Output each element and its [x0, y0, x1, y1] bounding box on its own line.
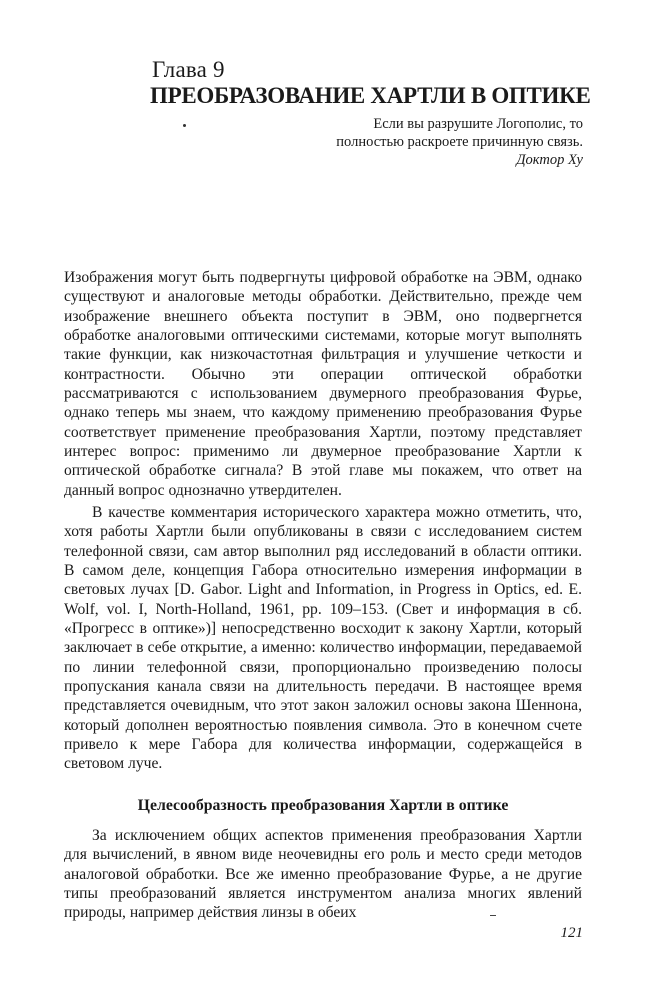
print-mark — [490, 915, 496, 916]
section-heading: Целесообразность преобразования Хартли в оптике — [137, 797, 509, 814]
chapter-title: ПРЕОБРАЗОВАНИЕ ХАРТЛИ В ОПТИКЕ — [150, 83, 591, 108]
epigraph — [313, 115, 583, 169]
epigraph-line-1: Если вы разрушите Логополис, то — [373, 116, 583, 132]
epigraph-line-2: полностью раскроете причинную связь. — [336, 134, 583, 150]
paragraph-section — [64, 826, 582, 923]
print-speck — [183, 124, 186, 127]
paragraph-text: За исключением общих аспектов применения преобразования Хартли для вычислений, в явном виде неочевидны его роль и место среди методов аналоговой обработки. Все же именно преобразование Фурье, а не другие типы преобразований является инструментом анализа многих явлений природы, например действия линзы в обеих — [64, 827, 582, 922]
paragraph-history — [64, 503, 582, 774]
paragraph-text: В качестве комментария исторического характера можно отметить, что, хотя работы Хартли были опубликованы в связи с исследованием систем телефонной связи, сам автор выполнил ряд исследований в области оптики. В самом деле, концепция Габора относительно измерения информации в световых лучах [D. Gabor. Light and Information, in Progress in Optics, ed. E. Wolf, vol. I, North-Holland, 1961, pp. 109–153. (Свет и информация в сб. «Прогресс в оптике»)] непосредственно восходит к закону Хартли, который заключает в себе открытие, а именно: количество информации, передаваемой по линии телефонной связи, пропорционально произведению полосы пропускания канала связи на длительность передачи. В настоящее время представляется очевидным, что этот закон заложил основы закона Шеннона, который дополнен вероятностью появления символа. Это в конечном счете привело к мере Габора для количества информации, содержащейся в световом луче. — [64, 504, 582, 773]
paragraph-intro — [64, 268, 582, 500]
page-number: 121 — [560, 925, 583, 941]
epigraph-author: Доктор Ху — [516, 152, 583, 168]
paragraph-text: Изображения могут быть подвергнуты цифровой обработке на ЭВМ, однако существуют и аналоговые методы обработки. Действительно, прежде чем изображение внешнего объекта поступит в ЭВМ, оно подвергнется обработке аналоговыми оптическими системами, которые могут выполнять такие функции, как низкочастотная фильтрация и улучшение четкости и контрастности. Обычно эти операции оптической обработки рассматриваются с использованием двумерного преобразования Фурье, однако теперь мы знаем, что каждому применению преобразования Фурье соответствует применение преобразования Хартли, поэтому представляет интерес вопрос: применимо ли двумерное преобразование Хартли к оптической обработке сигнала? В этой главе мы покажем, что ответ на данный вопрос однозначно утвердителен. — [64, 269, 582, 499]
chapter-label: Глава 9 — [152, 57, 225, 82]
